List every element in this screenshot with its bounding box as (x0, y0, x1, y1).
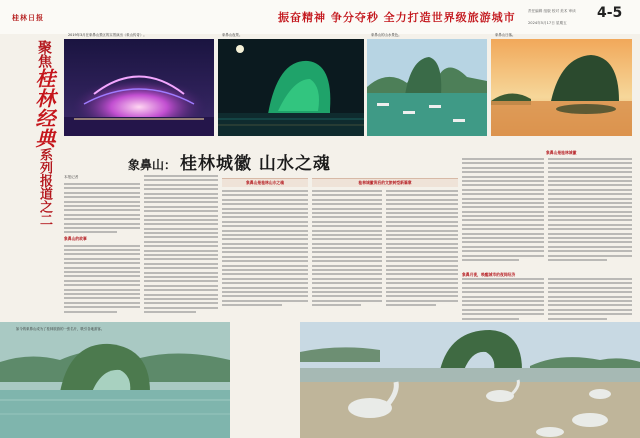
headline-sub: 象鼻山： (128, 158, 177, 172)
photo-caption-1: 2019年3月在象鼻山景区的实景演出《象山传奇》。 (68, 33, 147, 37)
photo-sunset (491, 39, 632, 136)
section-subhead-far: 象鼻月夜，唤醒城市的夜间经济 (462, 272, 516, 277)
text-column-2 (144, 175, 218, 323)
photo-caption-2: 象鼻山夜景。 (222, 33, 243, 37)
sidebar-article (462, 150, 632, 268)
photo-river-rafts (367, 39, 487, 136)
section-subhead-1: 象鼻山的故事 (64, 235, 87, 241)
photo-caption-4: 象鼻山日落。 (495, 33, 516, 37)
photo-stage-show (64, 39, 214, 136)
box-header-mid: 象鼻山是桂林山水之魂 (222, 178, 308, 187)
headline-main: 桂林城徽 山水之魂 (180, 154, 331, 174)
bottom-photo-caption: 如今的象鼻山成为了桂林旅游的一张名片，吸引各地游客。 (16, 327, 105, 331)
vertical-title-column (0, 34, 72, 334)
photo-elephant-hill-left (0, 322, 230, 438)
vertical-title-part1: 聚焦 (36, 40, 52, 68)
box-header-right: 桂林城徽背后的文旅转型新篇章 (312, 178, 458, 187)
page-header (0, 0, 640, 34)
slogan-banner: 振奋精神 争分夺秒 全力打造世界级旅游城市 (278, 11, 516, 24)
text-column-1 (64, 175, 140, 323)
sidebar-column-1 (462, 158, 544, 270)
photo-night-view (218, 39, 364, 136)
text-column-5 (386, 190, 458, 323)
text-column-far-2 (548, 278, 632, 322)
vertical-title (20, 40, 56, 226)
photo-elephant-hill-right (300, 322, 640, 438)
article-headline (128, 149, 331, 174)
text-column-3 (222, 190, 308, 323)
sidebar-column-2 (548, 158, 632, 270)
text-column-4 (312, 190, 382, 323)
page-number: 4-5 (597, 5, 623, 21)
text-column-far-1 (462, 278, 544, 322)
page-date: 2024年5月17日 星期五 (528, 21, 567, 25)
vertical-title-part3: 系列报道之二 (37, 148, 52, 226)
editor-line: 责任编辑 组版 校对 美术 审读 (528, 9, 576, 13)
sidebar-title: 象鼻山是桂林城徽 (546, 150, 577, 155)
vertical-title-part2: 桂林经典 (32, 68, 56, 148)
masthead: 桂林日报 (12, 13, 44, 22)
photo-caption-3: 象鼻山的山水景色。 (371, 33, 402, 37)
byline-left: 本报记者 (64, 175, 79, 179)
